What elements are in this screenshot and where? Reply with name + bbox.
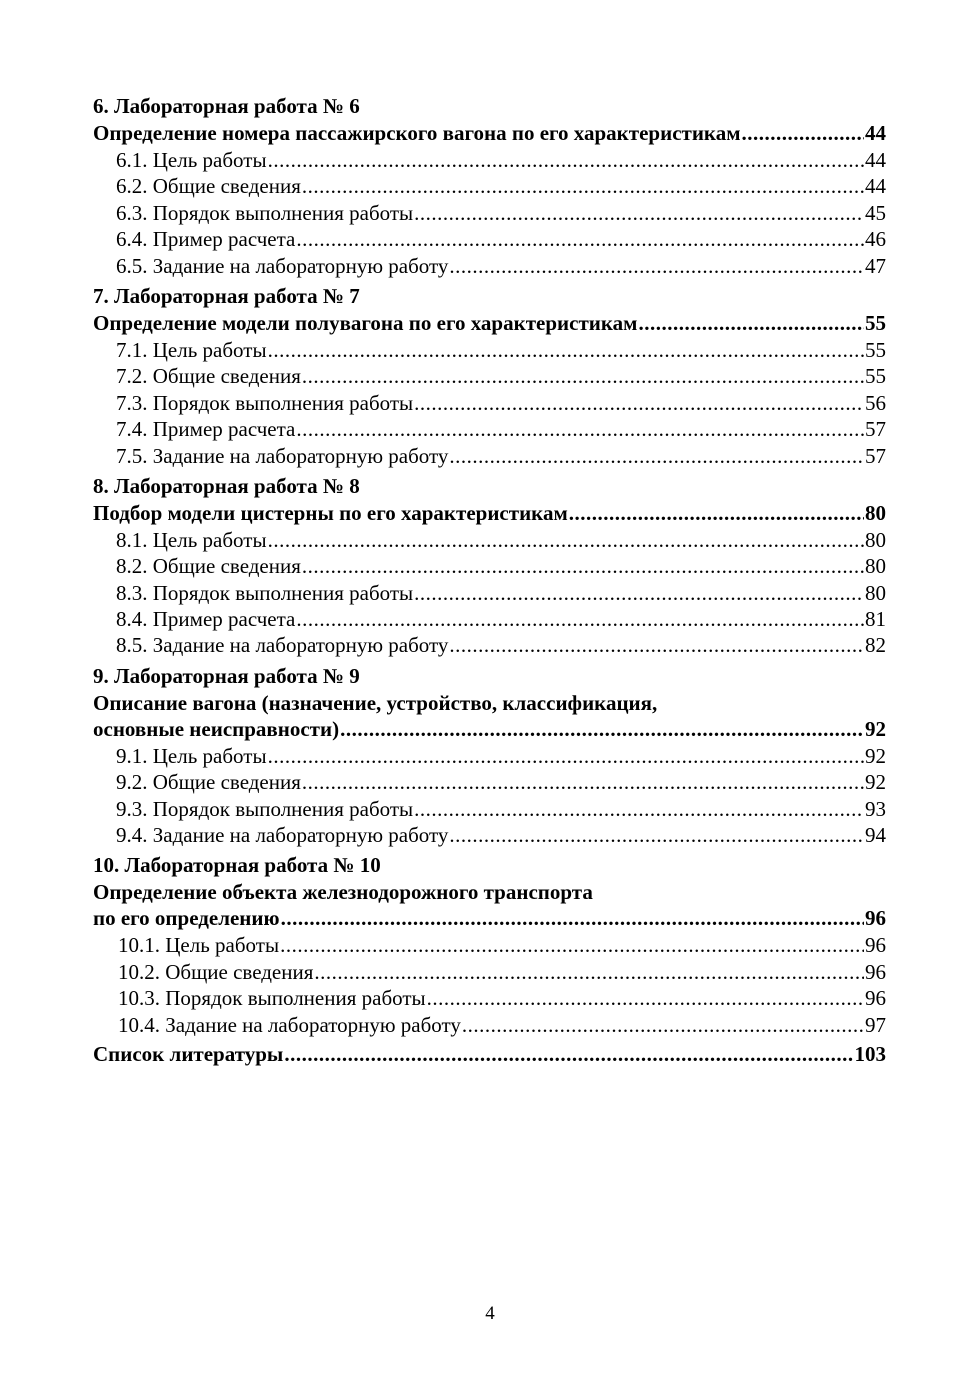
- toc-entry-section[interactable]: [93, 363, 886, 389]
- toc-entry-section[interactable]: [93, 173, 886, 199]
- chapter-title: 9. Лабораторная работа № 9: [93, 663, 360, 688]
- entry-page-number: 103: [854, 1041, 886, 1066]
- entry-label: 9.4. Задание на лабораторную работу: [116, 823, 449, 848]
- toc-entry-main[interactable]: [93, 310, 886, 337]
- toc-entry-literature[interactable]: [93, 1041, 886, 1068]
- dot-leader: [268, 147, 864, 173]
- entry-page-number: 96: [865, 933, 886, 958]
- entry-page-number: 96: [865, 959, 886, 984]
- page-number: 4: [485, 1303, 495, 1324]
- entry-label: Определение модели полувагона по его характеристикам: [93, 310, 638, 335]
- toc-entry-section[interactable]: [93, 200, 886, 226]
- entry-label: 7.5. Задание на лабораторную работу: [116, 443, 449, 468]
- entry-label: 6.2. Общие сведения: [116, 174, 301, 199]
- dot-leader: [569, 500, 864, 527]
- entry-label: 6.1. Цель работы: [116, 148, 267, 172]
- dot-leader: [638, 310, 864, 337]
- entry-label: 10.1. Цель работы: [118, 933, 280, 958]
- entry-page-number: 81: [865, 607, 886, 632]
- dot-leader: [302, 553, 864, 579]
- toc-entry-section[interactable]: [93, 527, 886, 553]
- entry-label: 8.5. Задание на лабораторную работу: [116, 633, 449, 658]
- entry-page-number: 92: [865, 770, 886, 795]
- entry-page-number: 44: [865, 148, 886, 172]
- toc-entry-section[interactable]: [93, 632, 886, 658]
- entry-page-number: 80: [865, 500, 886, 525]
- dot-leader: [340, 716, 864, 743]
- entry-label: Список литературы: [93, 1041, 284, 1066]
- dot-leader: [296, 416, 864, 442]
- toc-entry-section[interactable]: [93, 606, 886, 632]
- dot-leader: [268, 743, 864, 769]
- toc-entry-main[interactable]: [93, 120, 886, 147]
- entry-page-number: 57: [865, 443, 886, 468]
- toc-chapter: [93, 473, 886, 659]
- entry-page-number: 46: [865, 227, 886, 252]
- toc-chapter: [93, 283, 886, 469]
- dot-leader: [449, 632, 864, 658]
- toc-entry-main[interactable]: [93, 716, 886, 743]
- entry-page-number: 47: [865, 253, 886, 278]
- entry-label: 10.2. Общие сведения: [118, 959, 314, 984]
- chapter-title: 8. Лабораторная работа № 8: [93, 473, 360, 498]
- dot-leader: [281, 905, 864, 932]
- toc-entry-section[interactable]: [93, 769, 886, 795]
- chapter-subtitle: Определение объекта железнодорожного транспорта: [93, 880, 593, 905]
- toc-chapter: [93, 852, 886, 1038]
- dot-leader: [280, 932, 864, 958]
- toc-entry-section[interactable]: [93, 337, 886, 363]
- dot-leader: [414, 580, 864, 606]
- dot-leader: [742, 120, 864, 147]
- dot-leader: [462, 1012, 864, 1038]
- toc-entry-section[interactable]: [93, 822, 886, 848]
- entry-page-number: 96: [865, 906, 886, 931]
- entry-label: 10.4. Задание на лабораторную работу: [118, 1012, 461, 1037]
- toc-entry-section[interactable]: [93, 553, 886, 579]
- entry-page-number: 55: [865, 364, 886, 389]
- dot-leader: [449, 253, 864, 279]
- toc-entry-section[interactable]: [93, 390, 886, 416]
- entry-page-number: 80: [865, 527, 886, 552]
- toc-entry-section[interactable]: [93, 226, 886, 252]
- entry-label: 7.1. Цель работы: [116, 337, 267, 362]
- dot-leader: [302, 363, 864, 389]
- entry-label: 7.4. Пример расчета: [116, 417, 296, 442]
- entry-page-number: 45: [865, 200, 886, 225]
- entry-page-number: 57: [865, 417, 886, 442]
- entry-label: 6.4. Пример расчета: [116, 227, 296, 252]
- entry-page-number: 44: [865, 121, 886, 145]
- chapter-title: 6. Лабораторная работа № 6: [93, 94, 360, 118]
- entry-page-number: 55: [865, 337, 886, 362]
- entry-label: 9.1. Цель работы: [116, 743, 267, 768]
- entry-page-number: 93: [865, 796, 886, 821]
- entry-label: 6.3. Порядок выполнения работы: [116, 200, 414, 225]
- entry-label: по его определению: [93, 906, 280, 931]
- toc-entry-section[interactable]: [93, 743, 886, 769]
- dot-leader: [414, 390, 864, 416]
- entry-label: Подбор модели цистерны по его характеристикам: [93, 500, 568, 525]
- entry-label: 9.3. Порядок выполнения работы: [116, 796, 414, 821]
- entry-page-number: 97: [865, 1012, 886, 1037]
- entry-page-number: 55: [865, 310, 886, 335]
- chapter-subtitle: Описание вагона (назначение, устройство, классификация,: [93, 690, 658, 715]
- toc-entry-section[interactable]: [93, 1012, 886, 1038]
- dot-leader: [268, 337, 864, 363]
- entry-page-number: 56: [865, 390, 886, 415]
- entry-label: 9.2. Общие сведения: [116, 770, 301, 795]
- toc-entry-main[interactable]: [93, 905, 886, 932]
- toc-entry-section[interactable]: [93, 253, 886, 279]
- chapter-title: 7. Лабораторная работа № 7: [93, 283, 360, 308]
- dot-leader: [449, 822, 864, 848]
- entry-page-number: 92: [865, 743, 886, 768]
- entry-label: основные неисправности): [93, 716, 340, 741]
- table-of-contents: [93, 93, 886, 1068]
- toc-entry-section[interactable]: [93, 985, 886, 1011]
- toc-entry-section[interactable]: [93, 932, 886, 958]
- entry-page-number: 96: [865, 986, 886, 1011]
- dot-leader: [268, 527, 864, 553]
- entry-label: 6.5. Задание на лабораторную работу: [116, 253, 449, 278]
- toc-entry-main[interactable]: [93, 500, 886, 527]
- entry-label: 7.3. Порядок выполнения работы: [116, 390, 414, 415]
- entry-label: 7.2. Общие сведения: [116, 364, 301, 389]
- toc-entry-section[interactable]: [93, 796, 886, 822]
- entry-page-number: 44: [865, 174, 886, 199]
- dot-leader: [414, 200, 864, 226]
- entry-page-number: 80: [865, 554, 886, 579]
- toc-entry-section[interactable]: [93, 959, 886, 985]
- dot-leader: [414, 796, 864, 822]
- toc-entry-section[interactable]: [93, 147, 886, 173]
- entry-page-number: 82: [865, 633, 886, 658]
- toc-entry-section[interactable]: [93, 443, 886, 469]
- dot-leader: [284, 1041, 853, 1068]
- dot-leader: [449, 443, 864, 469]
- chapter-title: 10. Лабораторная работа № 10: [93, 853, 381, 878]
- entry-label: 8.1. Цель работы: [116, 527, 267, 552]
- entry-page-number: 80: [865, 580, 886, 605]
- toc-chapter: [93, 663, 886, 849]
- entry-label: 8.4. Пример расчета: [116, 607, 296, 632]
- entry-label: 8.2. Общие сведения: [116, 554, 301, 579]
- toc-chapter: [93, 93, 886, 279]
- entry-label: Определение номера пассажирского вагона по его характеристикам: [93, 121, 741, 145]
- toc-entry-section[interactable]: [93, 580, 886, 606]
- dot-leader: [427, 985, 864, 1011]
- toc-entry-section[interactable]: [93, 416, 886, 442]
- entry-label: 8.3. Порядок выполнения работы: [116, 580, 414, 605]
- dot-leader: [296, 606, 864, 632]
- dot-leader: [314, 959, 864, 985]
- dot-leader: [302, 769, 864, 795]
- dot-leader: [302, 173, 864, 199]
- entry-label: 10.3. Порядок выполнения работы: [118, 986, 426, 1011]
- entry-page-number: 92: [865, 716, 886, 741]
- entry-page-number: 94: [865, 823, 886, 848]
- dot-leader: [296, 226, 864, 252]
